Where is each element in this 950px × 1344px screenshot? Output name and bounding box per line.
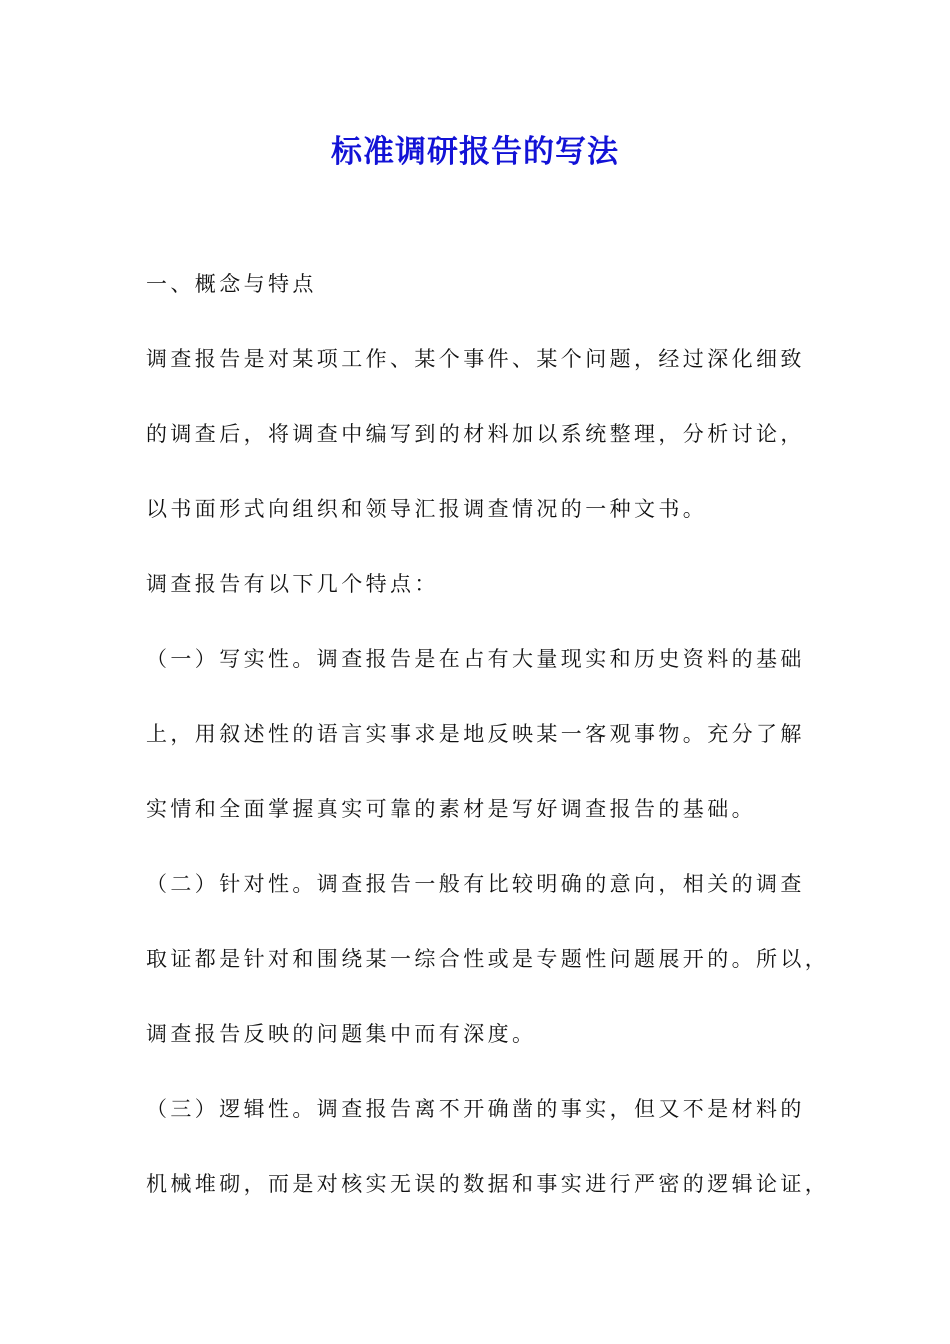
paragraph-line: 调查报告有以下几个特点： — [146, 572, 439, 596]
paragraph-line: 以书面形式向组织和领导汇报调查情况的一种文书。 — [146, 497, 708, 521]
paragraph-line: 上，用叙述性的语言实事求是地反映某一客观事物。充分了解 — [146, 722, 805, 746]
paragraph-line: （二）针对性。调查报告一般有比较明确的意向，相关的调查 — [146, 872, 805, 896]
paragraph-line: 实情和全面掌握真实可靠的素材是写好调查报告的基础。 — [146, 797, 756, 821]
paragraph-line: 的调查后，将调查中编写到的材料加以系统整理，分析讨论， — [146, 422, 805, 446]
paragraph-line: 机械堆砌，而是对核实无误的数据和事实进行严密的逻辑论证， — [146, 1172, 830, 1196]
section-heading: 一、概念与特点 — [146, 272, 317, 296]
document-title: 标准调研报告的写法 — [331, 134, 619, 170]
paragraph-line: 调查报告反映的问题集中而有深度。 — [146, 1022, 537, 1046]
paragraph-line: 调查报告是对某项工作、某个事件、某个问题，经过深化细致 — [146, 347, 805, 371]
paragraph-line: （三）逻辑性。调查报告离不开确凿的事实，但又不是材料的 — [146, 1097, 805, 1121]
paragraph-line: （一）写实性。调查报告是在占有大量现实和历史资料的基础 — [146, 647, 805, 671]
paragraph-line: 取证都是针对和围绕某一综合性或是专题性问题展开的。所以， — [146, 947, 830, 971]
